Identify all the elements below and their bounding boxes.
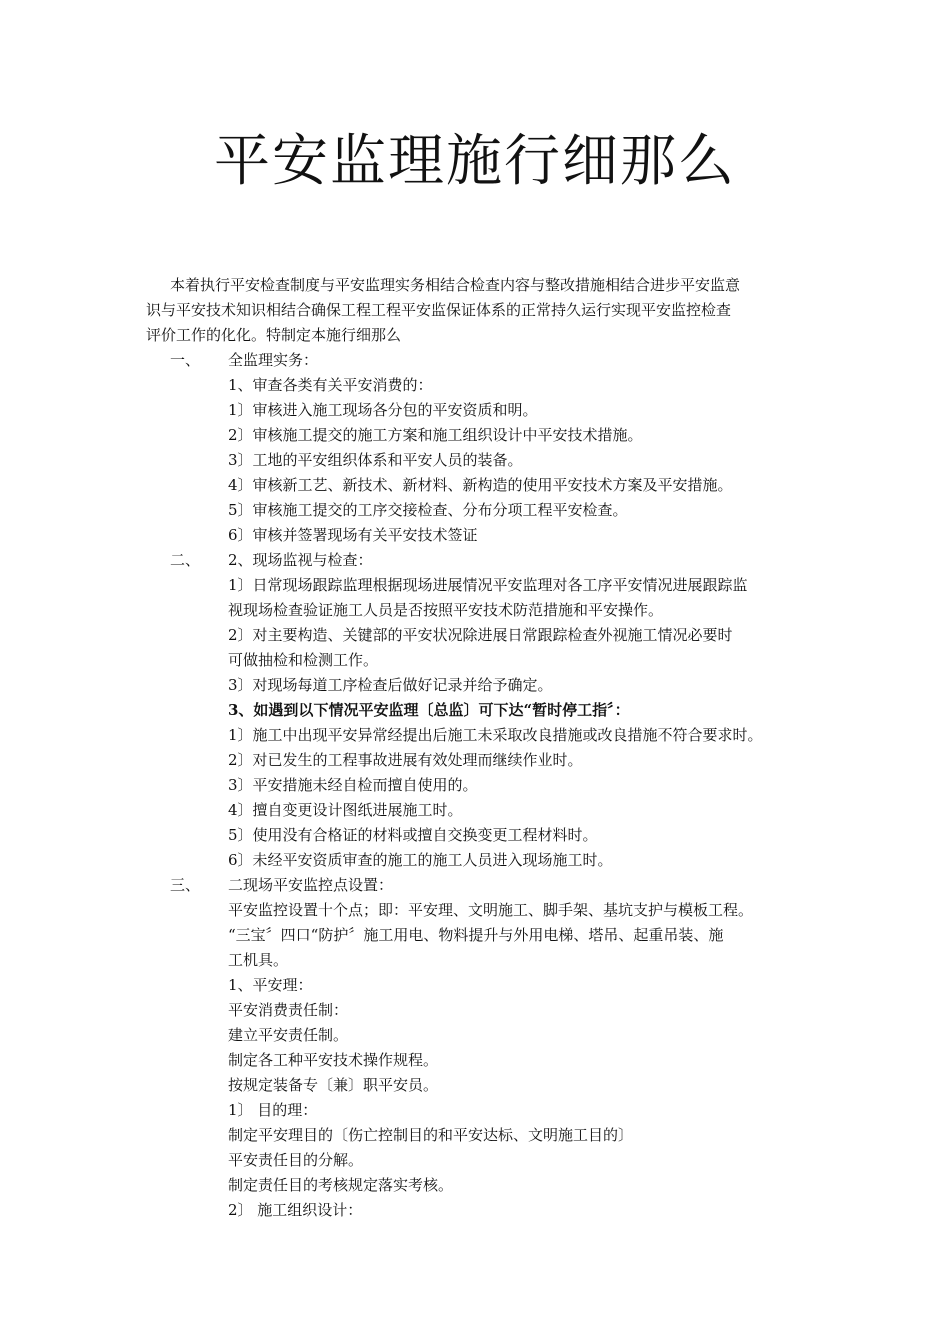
- list-line: 5〕审核施工提交的工序交接检查、分布分项工程平安检查。: [228, 501, 628, 519]
- list-line: 3〕平安措施未经自检而擅自使用的。: [228, 776, 478, 794]
- list-line: 制定平安理目的〔伤亡控制目的和平安达标、文明施工目的〕: [228, 1126, 634, 1144]
- list-line: 工机具。: [228, 951, 289, 969]
- list-line: 3〕工地的平安组织体系和平安人员的装备。: [228, 451, 523, 469]
- list-line: 1、平安理：: [228, 976, 313, 994]
- subsection-heading: 3、如遇到以下情况平安监理〔总监〕可下达“暂时停工指〞：: [228, 701, 630, 719]
- list-line: 2〕对已发生的工程事故进展有效处理而继续作业时。: [228, 751, 583, 769]
- list-line: 可做抽检和检测工作。: [228, 651, 379, 669]
- section-heading: 二现场平安监控点设置：: [228, 876, 394, 894]
- list-line: 4〕审核新工艺、新技术、新材料、新构造的使用平安技术方案及平安措施。: [228, 476, 733, 494]
- list-line: 1、审查各类有关平安消费的：: [228, 376, 433, 394]
- document-title: 平安监理施行细那么: [214, 129, 736, 194]
- list-line: 平安消费责任制：: [228, 1001, 349, 1019]
- intro-line: 本着执行平安检查制度与平安监理实务相结合检查内容与整改措施相结合进步平安监意: [170, 276, 741, 294]
- list-line: 1〕审核进入施工现场各分包的平安资质和明。: [228, 401, 538, 419]
- list-line: 建立平安责任制。: [228, 1026, 349, 1044]
- list-line: 3〕对现场每道工序检查后做好记录并给予确定。: [228, 676, 553, 694]
- list-line: 制定责任目的考核规定落实考核。: [228, 1176, 454, 1194]
- list-line: 1〕日常现场跟踪监理根据现场进展情况平安监理对各工序平安情况进展跟踪监: [228, 576, 748, 594]
- list-line: 6〕审核并签署现场有关平安技术签证: [228, 526, 478, 544]
- section-number: 三、: [170, 876, 201, 894]
- list-line: 1〕施工中出现平安异常经提出后施工未采取改良措施或改良措施不符合要求时。: [228, 726, 763, 744]
- list-line: 1〕 目的理：: [228, 1101, 318, 1119]
- list-line: 2〕 施工组织设计：: [228, 1201, 363, 1219]
- list-line: 制定各工种平安技术操作规程。: [228, 1051, 439, 1069]
- section-number: 一、: [170, 351, 201, 369]
- list-line: 平安责任目的分解。: [228, 1151, 364, 1169]
- section-heading: 2、现场监视与检查：: [228, 551, 373, 569]
- list-line: 6〕未经平安资质审查的施工的施工人员进入现场施工时。: [228, 851, 613, 869]
- list-line: 2〕对主要构造、关键部的平安状况除进展日常跟踪检查外视施工情况必要时: [228, 626, 733, 644]
- section-number: 二、: [170, 551, 201, 569]
- section-heading: 全监理实务：: [228, 351, 319, 369]
- list-line: 5〕使用没有合格证的材料或擅自交换变更工程材料时。: [228, 826, 598, 844]
- list-line: 视现场检查验证施工人员是否按照平安技术防范措施和平安操作。: [228, 601, 664, 619]
- list-line: 平安监控设置十个点；即：平安理、文明施工、脚手架、基坑支护与模板工程。: [228, 901, 754, 919]
- list-line: 2〕审核施工提交的施工方案和施工组织设计中平安技术措施。: [228, 426, 643, 444]
- intro-line: 识与平安技术知识相结合确保工程工程平安监保证体系的正常持久运行实现平安监控检查: [146, 301, 732, 319]
- list-line: 按规定装备专〔兼〕职平安员。: [228, 1076, 439, 1094]
- list-line: “三宝〞四口“防护〞施工用电、物料提升与外用电梯、塔吊、起重吊装、施: [228, 926, 724, 944]
- list-line: 4〕擅自变更设计图纸进展施工时。: [228, 801, 463, 819]
- intro-line: 评价工作的化化。特制定本施行细那么: [146, 326, 402, 344]
